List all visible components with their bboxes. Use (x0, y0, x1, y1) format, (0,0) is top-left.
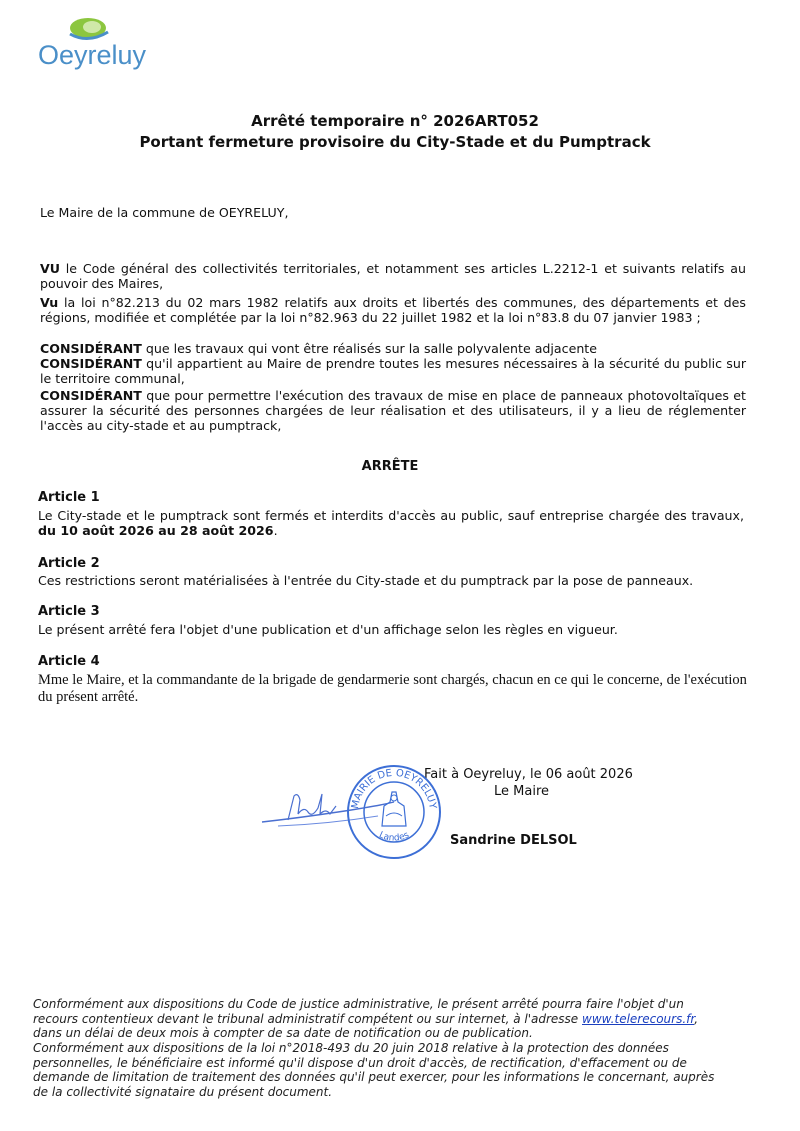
consideration-vu-loi (40, 295, 746, 325)
decree-heading: ARRÊTE (361, 459, 419, 474)
consideration-keyword: VU (40, 261, 60, 276)
signature-name: Sandrine DELSOL (450, 833, 577, 848)
signature-place-date: Fait à Oeyreluy, le 06 août 2026 (424, 767, 633, 782)
decree-title: Arrêté temporaire n° 2026ART052 (251, 112, 539, 130)
consideration-keyword: Vu (40, 295, 59, 310)
article-1-dates: du 10 août 2026 au 28 août 2026 (38, 523, 274, 538)
consideration-text: qu'il appartient au Maire de prendre toutes les mesures nécessaires à la sécurité du public sur le territoire communal, (40, 356, 746, 386)
consideration-photovoltaique (40, 388, 746, 433)
article-1-title: Article 1 (38, 490, 100, 505)
article-1-text: Le City-stade et le pumptrack sont fermés et interdits d'accès au public, sauf entreprise chargée des travaux, (38, 508, 744, 523)
logo-wordmark: Oeyreluy (38, 40, 147, 70)
article-3-body: Le présent arrêté fera l'objet d'une publication et d'un affichage selon les règles en vigueur. (38, 622, 618, 637)
consideration-travaux (40, 341, 746, 356)
article-3-title: Article 3 (38, 604, 100, 619)
article-2-body: Ces restrictions seront matérialisées à l'entrée du City-stade et du pumptrack par la pose de panneaux. (38, 573, 694, 588)
intro-line: Le Maire de la commune de OEYRELUY, (40, 205, 289, 220)
consideration-keyword: CONSIDÉRANT (40, 388, 142, 403)
article-2-title: Article 2 (38, 556, 100, 571)
consideration-text: que les travaux qui vont être réalisés sur la salle polyvalente adjacente (141, 341, 597, 356)
consideration-securite (40, 356, 746, 386)
stamp-bottom-text: Landes (377, 830, 411, 844)
article-1-body (38, 508, 744, 538)
consideration-vu-cgct (40, 261, 746, 291)
legal-notice-recours (33, 997, 723, 1041)
article-4-title: Article 4 (38, 654, 100, 669)
consideration-keyword: CONSIDÉRANT (40, 341, 142, 356)
legal-notice-text-end: , dans un délai de deux mois à compter de sa date de notification ou de publication. (33, 1011, 699, 1040)
legal-notice-text: Conformément aux dispositions du Code de justice administrative, le présent arrêté pourra faire l'objet d'un recours contentieux devant le tribunal administratif compétent ou sur internet, à l'adresse (33, 997, 684, 1026)
signature-role: Le Maire (494, 784, 549, 799)
consideration-text: que pour permettre l'exécution des travaux de mise en place de panneaux photovoltaïques et assurer la sécurité des personnes chargées de leur réalisation et des utilisateurs, il y a lieu de réglementer l'accès au city-stade et au pumptrack, (40, 388, 746, 433)
consideration-text: la loi n°82.213 du 02 mars 1982 relatifs aux droits et libertés des communes, des départements et des régions, modifiée et complétée par la loi n°82.963 du 22 juillet 1982 et la loi n°83.8 du 07 janvier 1983 ; (40, 295, 746, 325)
article-4-body: Mme le Maire, et la commandante de la brigade de gendarmerie sont chargés, chacun en ce qui le concerne, de l'exécution du présent arrêté. (38, 672, 747, 705)
legal-notice-rgpd: Conformément aux dispositions de la loi n°2018-493 du 20 juin 2018 relative à la protection des données personnelles, le bénéficiaire est informé qu'il dispose d'un droit d'accès, de rectification, d'effacement ou de demande de limitation de traitement des données qu'il peut exercer, pour les informations le concernant, auprès de la collectivité signataire du présent document. (33, 1041, 715, 1099)
mairie-stamp-icon (344, 762, 444, 862)
svg-text:MAIRIE DE OEYRELUY (350, 768, 438, 811)
decree-subtitle: Portant fermeture provisoire du City-Stade et du Pumptrack (139, 133, 651, 151)
telerecours-link[interactable]: www.telerecours.fr (582, 1011, 695, 1026)
consideration-keyword: CONSIDÉRANT (40, 356, 142, 371)
stamp-top-text: MAIRIE DE OEYRELUY (350, 767, 438, 810)
article-1-end: . (273, 523, 278, 538)
consideration-text: le Code général des collectivités territoriales, et notamment ses articles L.2212-1 et suivants relatifs au pouvoir des Maires, (40, 261, 746, 291)
